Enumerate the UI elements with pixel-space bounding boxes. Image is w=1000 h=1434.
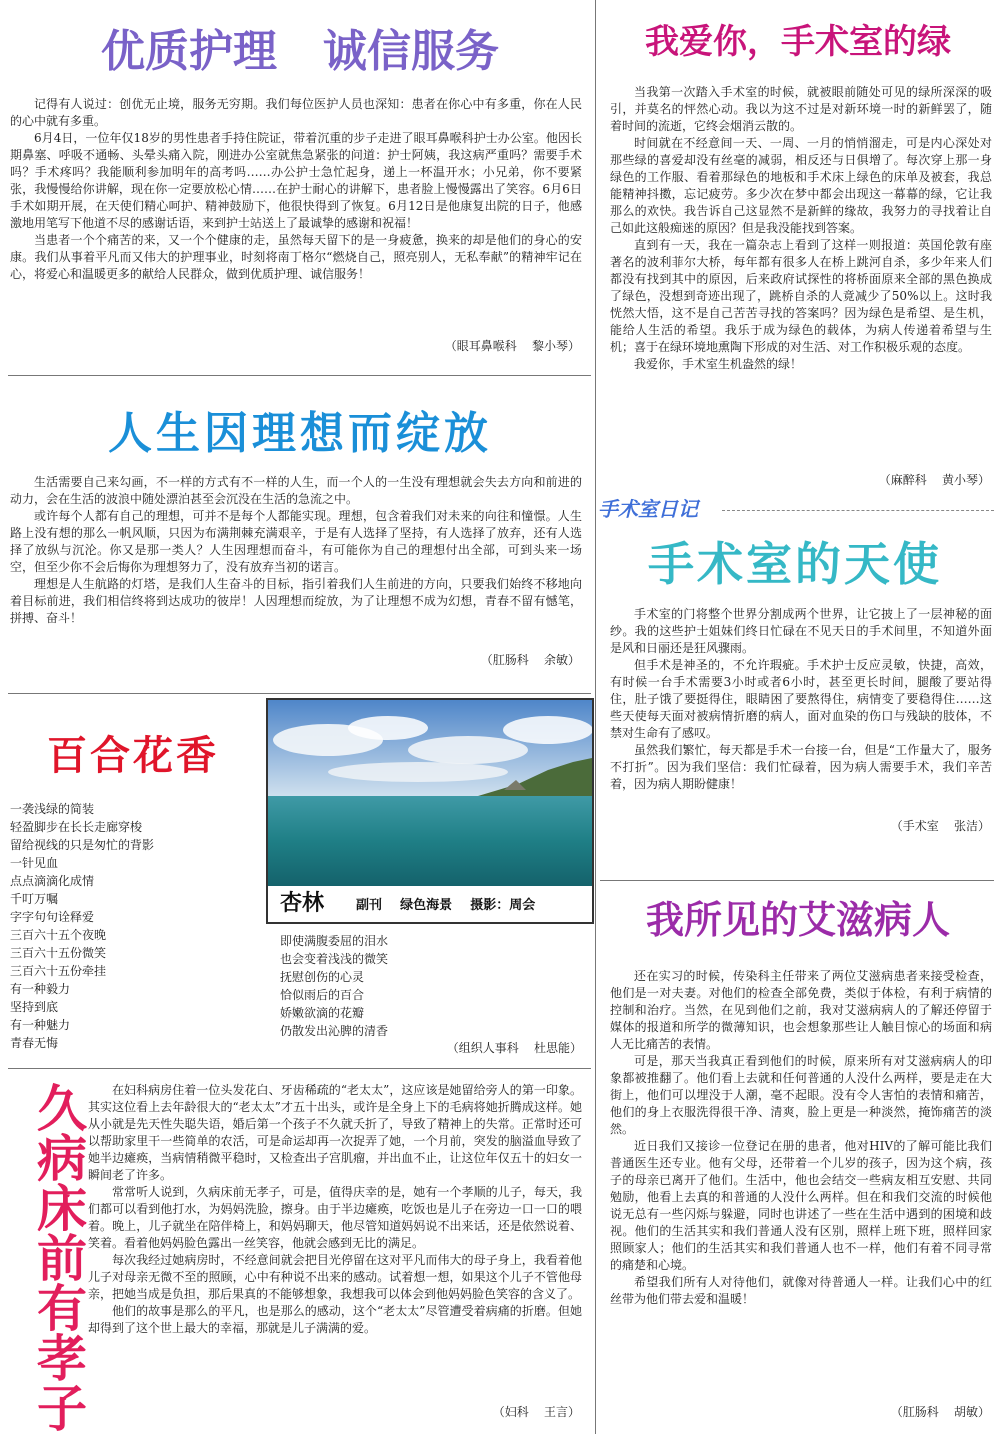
poem-line: 仍散发出沁脾的清香 (280, 1024, 389, 1038)
a6-para: 虽然我们繁忙，每天都是手术一台接一台，但是“工作量大了，服务不打折”。因为我们坚信：我们忙碌着，因为病人需要手术，我们辛苦着，因为病人期盼健康！ (610, 743, 992, 791)
a6-column-label: 手术室日记 (598, 497, 698, 521)
a1-para: 记得有人说过：创优无止境，服务无穷期。我们每位医护人员也深知：患者在你心中有多重，你在人民的心中就有多重。 (10, 97, 582, 128)
poem-line: 青春无悔 (10, 1036, 59, 1050)
a2-para: 生活需要自己来勾画，不一样的方式有不一样的人生，而一个人的一生没有理想就会失去方向和前进的动力，会在生活的波浪中随处漂泊甚至会沉没在生活的急流之中。 (10, 475, 582, 506)
poem-line: 一针见血 (10, 856, 59, 870)
a5-signature: （麻醉科 黄小琴） (878, 473, 990, 487)
a7-body (610, 968, 992, 1308)
a3-poem-right (280, 932, 580, 1040)
a7-title: 我所见的艾滋病人 (645, 898, 950, 942)
poem-line: 一袭浅绿的简装 (10, 802, 95, 816)
a1-para: 6月4日，一位年仅18岁的男性患者手持住院证，带着沉重的步子走进了眼耳鼻喉科护士办公室。他因长期鼻塞、呼吸不通畅、头晕头痛入院，刚进办公室就焦急紧张的问道：护士阿姨，我这病严重吗？需要手术吗？手术疼吗？我能顺利参加明年的高考吗……办公护士急忙起身，递上一杯温开水；小兄弟，你不要紧张，我慢慢给你讲解，现在你一定要放松心情……在护士耐心的讲解下，患者脸上慢慢露出了笑容。6月6日手术如期开展，在天使们精心呵护、精神鼓励下，他很快得到了恢复。6月12日是他康复出院的日子，他感激地用笔写下他道不尽的感谢话语，来到护士站送上了最诚挚的感谢和祝福！ (10, 131, 582, 230)
a2-para: 理想是人生航路的灯塔，是我们人生奋斗的目标，指引着我们人生前进的方向，只要我们始终不移地向着目标前进，我们相信终将到达成功的彼岸！人因理想而绽放，为了让理想不成为幻想，青春不留有憾笔，拼搏、奋斗！ (10, 577, 582, 625)
a6-signature: （手术室 张洁） (890, 819, 990, 833)
poem-line: 娇嫩欲滴的花瓣 (280, 1006, 365, 1020)
a1-title: 优质护理 诚信服务 (101, 26, 499, 77)
a3-title: 百合花香 (47, 733, 219, 779)
a1-signature: （眼耳鼻喉科 黎小琴） (444, 339, 580, 353)
sea-photo (266, 698, 594, 924)
a6-body (610, 606, 992, 793)
sea-landscape-image (268, 700, 592, 922)
a5-para: 直到有一天，我在一篇杂志上看到了这样一则报道：英国伦敦有座著名的波利菲尔大桥，每年都有很多人在桥上跳河自杀，多少年来人们都没有找到其中的原因，后来政府试探性的将桥面原来全部的黑色换成了绿色，没想到奇迹出现了，跳桥自杀的人竟减少了50%以上。这时我恍然大悟，这不是自己苦苦寻找的答案吗？因为绿色是希望、是生机，能给人生活的希望。我乐于成为绿色的载体，为病人传递着希望与生机；喜于在绿环境地熏陶下形成的对生活、对工作积极乐观的态度。 (610, 238, 992, 354)
a7-signature: （肛肠科 胡敏） (890, 1405, 990, 1419)
a3-poem-left (10, 800, 260, 1052)
poem-line: 有一种魅力 (10, 1018, 71, 1032)
poem-line: 三百六十五个夜晚 (10, 928, 107, 942)
a2-signature: （肛肠科 余敏） (480, 653, 580, 667)
a4-para: 常常听人说到，久病床前无孝子，可是，值得庆幸的是，她有一个孝顺的儿子，每天，我们都可以看到他打水，为妈妈洗脸，擦身。由于半边瘫痪，吃饭也是儿子在旁边一口一口的喂着。晚上，儿子就坐在陪伴椅上，和妈妈聊天，他尽管知道妈妈说不出来话，还是依然说着、笑着。看着他妈妈脸色露出一丝笑容，他就会感到无比的满足。 (88, 1185, 582, 1250)
a4-vertical-title (16, 1082, 86, 1432)
poem-line: 抚慰创伤的心灵 (280, 970, 365, 984)
a7-para: 可是，那天当我真正看到他们的时候，原来所有对艾滋病病人的印象都被推翻了。他们看上去就和任何普通的人没什么两样，要是走在大街上，他们可以埋没于人潮，毫不起眼。没有令人害怕的表情和痛苦，他们的身上衣服洗得很干净、清爽，脸上更是一种淡然，掩饰痛苦的淡然。 (610, 1054, 992, 1136)
poem-line: 留给视线的只是匆忙的背影 (10, 838, 155, 852)
a6-para: 但手术是神圣的，不允许瑕疵。手术护士反应灵敏，快捷，高效，有时候一台手术需要3小时或者6小时，甚至更长时间，腿酸了要站得住，肚子饿了要挺得住，眼睛困了要熬得住，病情变了要稳得住……这些天使每天面对被病情折磨的病人，面对血染的伤口与残缺的肢体，不禁对生命有了感叹。 (610, 658, 992, 740)
poem-line: 轻盈脚步在长长走廊穿梭 (10, 820, 143, 834)
poem-line: 千叮万嘱 (10, 892, 59, 906)
poem-line: 恰似雨后的百合 (280, 988, 365, 1002)
poem-line: 三百六十五份微笑 (10, 946, 107, 960)
a4-signature: （妇科 王言） (492, 1405, 580, 1419)
a5-para: 时间就在不经意间一天、一周、一月的悄悄溜走，可是内心深处对那些绿的喜爱却没有丝毫的减弱，相反还与日俱增了。每次穿上那一身绿色的工作服、看着那绿色的地板和手术床上绿色的床单及被套，我总能精神抖擞，忘记疲劳。多少次在梦中都会出现这一幕幕的绿，它让我那么的欢快。我告诉自己这显然不是新鲜的缘故，我努力的寻找着让自己如此这般痴迷的原因？但是我没能找到答案。 (610, 136, 992, 235)
divider-a2-a3 (8, 693, 591, 694)
poem-line: 字字句句诠释爱 (10, 910, 95, 924)
divider-a1-a2 (8, 375, 591, 376)
divider-a6-a7 (600, 880, 994, 881)
a5-para: 我爱你，手术室生机盎然的绿！ (634, 357, 803, 371)
a7-para: 还在实习的时候，传染科主任带来了两位艾滋病患者来接受检查，他们是一对夫妻。对他们的检查全部免费，类似于体检，有利于病情的控制和治疗。当然，在见到他们之前，我对艾滋病病人的了解还停留于媒体的报道和所学的微薄知识，也会想象那些让人触目惊心的场面和病人无比痛苦的表情。 (610, 969, 992, 1051)
a2-title: 人生因理想而绽放 (108, 408, 492, 459)
photo-caption: 副刊 绿色海景 摄影：周会 (356, 898, 536, 913)
a6-para: 手术室的门将整个世界分割成两个世界，让它披上了一层神秘的面纱。我的这些护士姐妹们终日忙碌在不见天日的手术间里，不知道外面是风和日丽还是狂风骤雨。 (610, 607, 992, 655)
center-column-divider (595, 0, 596, 1434)
a3-signature: （组织人事科 杜思能） (446, 1041, 582, 1055)
a4-title: 久病床前有孝子 (29, 1082, 87, 1432)
poem-line: 坚持到底 (10, 1000, 59, 1014)
a4-para: 每次我经过她病房时，不经意间就会把目光停留在这对平凡而伟大的母子身上，我看着他儿子对母亲无微不至的照顾，心中有种说不出来的感动。试着想一想，如果这个儿子不管他母亲，把她当成是负担，那后果真的不能够想象，我想我可以体会到他妈妈脸色笑容的含义了。 (88, 1253, 582, 1301)
a4-body (88, 1082, 582, 1337)
a2-para: 或许每个人都有自己的理想，可并不是每个人都能实现。理想，包含着我们对未来的向往和憧憬。人生路上没有想的那么一帆风顺，只因为布满荆棘充满艰辛，于是有人选择了坚持，有人选择了放弃，还有人选择了放纵与沉沦。你又是那一类人？人生因理想而奋斗，有可能你为自己的理想付出全部，可到头来一场空，但至少你不会后悔你为理想努力了，没有放弃当初的诺言。 (10, 509, 582, 574)
poem-line: 有一种毅力 (10, 982, 71, 996)
photo-brand: 杏林 (280, 891, 325, 916)
poem-line: 即使满腹委屈的泪水 (280, 934, 389, 948)
poem-line: 三百六十五份牵挂 (10, 964, 107, 978)
a1-para: 当患者一个个痛苦的来，又一个个健康的走，虽然每天留下的是一身疲惫，换来的却是他们的身心的安康。我们从事着平凡而又伟大的护理事业，时刻将南丁格尔“燃烧自己，照亮别人，无私奉献”的精神牢记在心，将爱心和温暖更多的献给人民群众，做到优质护理、诚信服务！ (10, 233, 582, 281)
diary-dashed-line (722, 510, 994, 511)
a4-para: 在妇科病房住着一位头发花白、牙齿稀疏的“老太太”，这应该是她留给旁人的第一印象。其实这位看上去年龄很大的“老太太”才五十出头，或许是全身上下的毛病将她折腾成这样。她从小就是先天性失聪失语，婚后第一个孩子不久就夭折了，导致了精神上的失常。正常时还可以帮助家里干一些简单的农活，可是命运却再一次捉弄了她，一个月前，突发的脑溢血导致了她半边瘫痪，当病情稍微平稳时，又检查出子宫肌瘤，并出血不止，让这位年仅五十的妇女一瞬间老了许多。 (88, 1083, 582, 1182)
a7-para: 希望我们所有人对待他们，就像对待普通人一样。让我们心中的红丝带为他们带去爱和温暖！ (610, 1275, 992, 1306)
poem-line: 也会变着浅浅的微笑 (280, 952, 389, 966)
a5-body (610, 84, 992, 373)
a5-para: 当我第一次踏入手术室的时候，就被眼前随处可见的绿所深深的吸引，并莫名的怦然心动。我以为这不过是对新环境一时的新鲜罢了，随着时间的流逝，它终会烟消云散的。 (610, 85, 992, 133)
divider-a3-a4 (8, 1068, 591, 1069)
a4-para: 他们的故事是那么的平凡，也是那么的感动，这个“老太太”尽管遭受着病痛的折磨。但她却得到了这个世上最大的幸福，那就是儿子满满的爱。 (88, 1304, 582, 1335)
a2-body (10, 474, 582, 627)
a1-body (10, 96, 582, 283)
a5-title: 我爱你，手术室的绿 (645, 22, 951, 62)
poem-line: 点点滴滴化成情 (10, 874, 95, 888)
a7-para: 近日我们又接诊一位登记在册的患者，他对HIV的了解可能比我们普通医生还专业。他有父母，还带着一个儿岁的孩子，因为这个病，孩子的母亲已离开了他们。生活中，他也会结交一些病友相互安慰、共同勉励，他看上去真的和普通的人没什么两样。但在和我们交流的时候他说无总有一些闪烁与躲避，同时也讲述了一些在生活中遇到的困境和歧视。他们的生活其实和我们普通人没有区别，照样上班下班，照样回家照顾家人；他们的生活其实和我们普通人也不一样，他们有着不同寻常的痛楚和心境。 (610, 1139, 992, 1272)
a6-title: 手术室的天使 (648, 537, 942, 591)
